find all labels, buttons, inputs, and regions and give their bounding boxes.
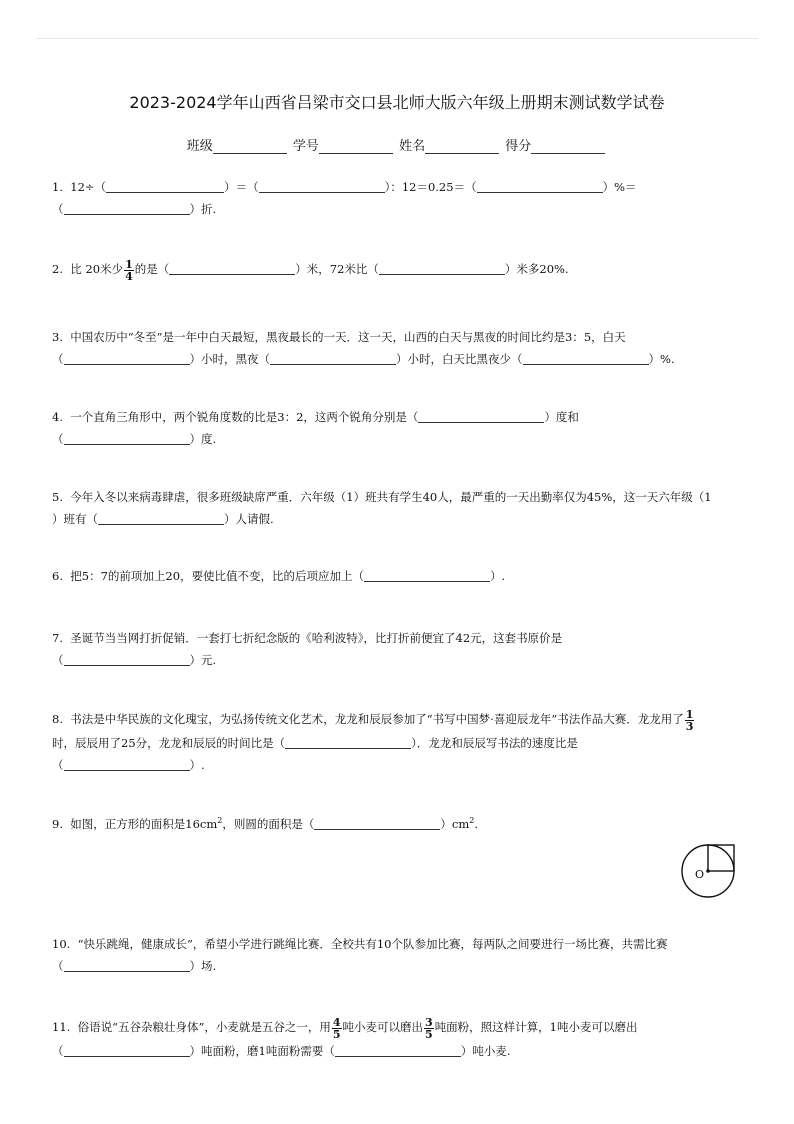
answer-blank[interactable]	[106, 179, 224, 193]
question-3: 3. 中国农历中“冬至”是一年中白天最短，黑夜最长的一天．这一天，山西的白天与黑夜的时间比约是3：5，白天 （ ）小时，黑夜（ ）小时，白天比黑夜少（ ）%.	[52, 330, 675, 366]
student-info-row	[0, 135, 794, 154]
fraction: $\frac{3}{5}$	[425, 1015, 433, 1041]
answer-blank[interactable]	[64, 351, 190, 365]
answer-blank[interactable]	[270, 351, 396, 365]
page-title: 2023-2024学年山西省吕梁市交口县北师大版六年级上册期末测试数学试卷	[129, 93, 665, 112]
name-field[interactable]	[425, 139, 499, 154]
fraction: $\frac{1}{4}$	[125, 257, 133, 283]
id-label: 学号	[292, 139, 319, 154]
fraction: $\frac{4}{5}$	[332, 1015, 341, 1041]
answer-blank[interactable]	[64, 431, 190, 445]
question-1: 1. 12÷（ ）＝（ ）：12＝0.25＝（ ）%＝ （ ）折.	[52, 180, 637, 216]
name-label: 姓名	[399, 139, 426, 154]
answer-blank[interactable]	[259, 179, 385, 193]
answer-blank[interactable]	[314, 816, 440, 830]
score-label: 得分	[505, 139, 532, 154]
answer-blank[interactable]	[285, 735, 411, 749]
center-point	[706, 869, 710, 873]
class-field[interactable]	[213, 139, 287, 154]
question-11: 11. 俗语说“五谷杂粮壮身体”，小麦就是五谷之一，用 $\frac{4}{5}$ 吨小麦可以磨出 $\frac{3}{5}$ 吨面粉，照这样计算，1吨小麦可以磨出 （ ）吨面粉，磨1吨面粉需要（ ）吨小麦.	[52, 1015, 638, 1058]
answer-blank[interactable]	[64, 652, 190, 666]
answer-blank[interactable]	[64, 201, 190, 215]
answer-blank[interactable]	[64, 958, 190, 972]
answer-blank[interactable]	[523, 351, 649, 365]
answer-blank[interactable]	[169, 261, 295, 275]
question-4: 4. 一个直角三角形中，两个锐角度数的比是3：2，这两个锐角分别是（ ）度和 （ ）度.	[52, 410, 579, 446]
question-2: 2. 比 20米少 $\frac{1}{4}$ 的是（ ）米，72米比（ ）米多20%.	[52, 257, 569, 283]
top-rule	[36, 38, 758, 39]
question-10: 10. “快乐跳绳，健康成长”，希望小学进行跳绳比赛．全校共有10个队参加比赛，每两队之间要进行一场比赛，共需比赛 （ ）场.	[52, 937, 668, 973]
answer-blank[interactable]	[364, 568, 490, 582]
answer-blank[interactable]	[98, 511, 224, 525]
answer-blank[interactable]	[335, 1043, 461, 1057]
answer-blank[interactable]	[64, 757, 190, 771]
circle-square-figure	[680, 843, 738, 899]
question-9: 9. 如图，正方形的面积是$16cm^2$，则圆的面积是（ ）$cm^2$.	[52, 816, 478, 831]
fraction: $\frac{1}{3}$	[685, 707, 694, 733]
id-field[interactable]	[319, 139, 393, 154]
answer-blank[interactable]	[379, 261, 505, 275]
class-label: 班级	[186, 139, 213, 154]
question-8: 8. 书法是中华民族的文化瑰宝，为弘扬传统文化艺术，龙龙和辰辰参加了“书写中国梦·喜迎辰龙年”书法作品大赛．龙龙用了 $\frac{1}{3}$ 时，辰辰用了25分，龙龙和辰辰的时间比是（ ）．龙龙和辰辰写书法的速度比是 （ ）.	[52, 707, 694, 772]
answer-blank[interactable]	[477, 179, 603, 193]
score-field[interactable]	[531, 139, 605, 154]
answer-blank[interactable]	[418, 409, 544, 423]
question-6: 6. 把5：7的前项加上20，要使比值不变，比的后项应加上（ ）.	[52, 569, 506, 583]
answer-blank[interactable]	[64, 1043, 190, 1057]
center-label: O	[695, 868, 705, 881]
question-7: 7. 圣诞节当当网打折促销．一套打七折纪念版的《哈利波特》，比打折前便宜了42元，这套书原价是 （ ）元.	[52, 631, 563, 667]
question-5: 5. 今年入冬以来病毒肆虐，很多班级缺席严重．六年级（1）班共有学生40人，最严重的一天出勤率仅为45%，这一天六年级（1 ）班有（ ）人请假.	[52, 490, 712, 526]
